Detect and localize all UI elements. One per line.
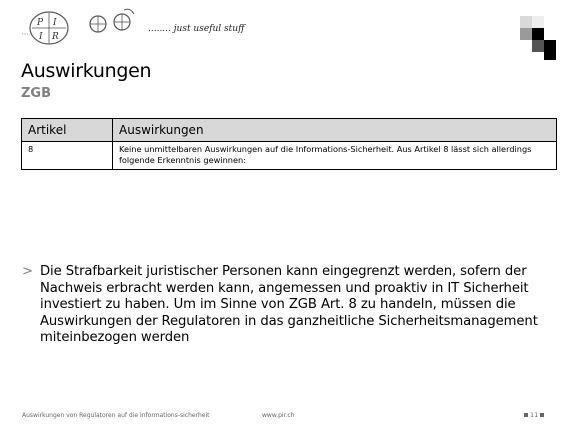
bullet-text: Die Strafbarkeit juristischer Personen kann eingegrenzt werden, sofern der Nachweis erbracht werden kann, angemessen und proaktiv in IT Sicherheit investiert zu haben. Um im Sinne von ZGB Art. 8 zu handeln, müssen die Auswirkungen der Regulatoren in das ganzheitliche Sicherheitsmanagement miteinbezogen werden <box>40 264 538 345</box>
page-number-value: 11 <box>530 411 539 419</box>
page-title: Auswirkungen <box>21 60 152 82</box>
svg-text:P: P <box>37 18 44 28</box>
bullet-point <box>22 264 562 347</box>
table-row <box>22 142 557 170</box>
tagline: ........ just useful stuff <box>148 24 245 34</box>
decorative-squares <box>518 16 558 60</box>
footer-presentation-title: Auswirkungen von Regulatoren auf die Informations-sicherheit <box>22 412 210 419</box>
pir-logo-graphic <box>22 6 162 50</box>
cell-auswirkungen: Keine unmittelbaren Auswirkungen auf die Informations-Sicherheit. Aus Artikel 8 lässt sich allerdings folgende Erkenntnis gewinnen: <box>113 142 557 170</box>
table-header-row <box>22 119 557 142</box>
column-header-artikel: Artikel <box>22 119 113 142</box>
footer-website-link[interactable]: www.pir.ch <box>262 412 295 419</box>
column-header-auswirkungen: Auswirkungen <box>113 119 557 142</box>
square-bullet-icon <box>524 413 528 417</box>
square-bullet-icon <box>540 413 544 417</box>
impact-table <box>21 118 557 170</box>
bullet-marker-icon: > <box>22 264 33 279</box>
svg-text:R: R <box>52 32 59 42</box>
svg-text:I: I <box>39 32 43 42</box>
cell-artikel: 8 <box>22 142 113 170</box>
svg-text:I: I <box>53 18 57 28</box>
page-number <box>522 411 546 419</box>
page-subtitle: ZGB <box>21 86 52 101</box>
pir-logo <box>22 6 162 50</box>
